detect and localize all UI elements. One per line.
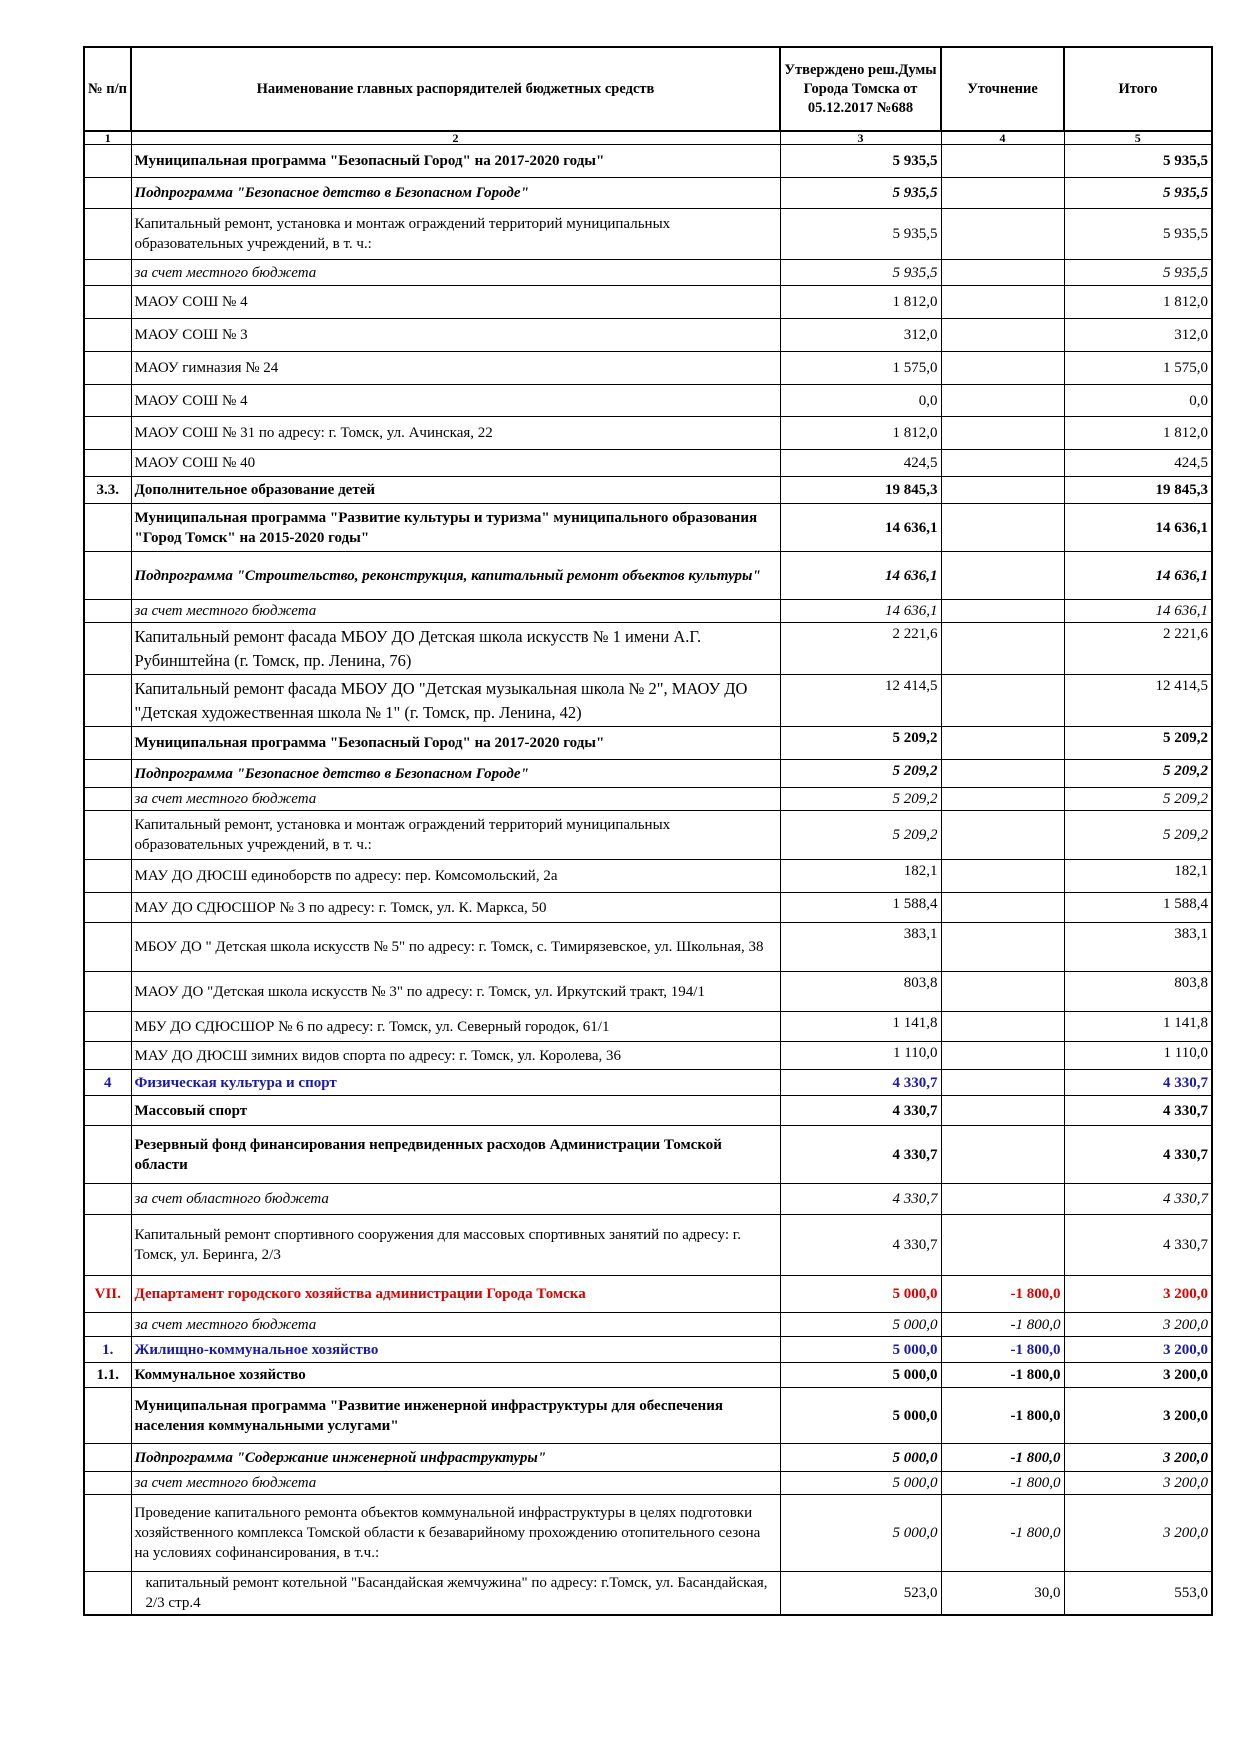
row-number: 4 [84,1070,131,1096]
row-approved: 5 209,2 [780,811,941,860]
row-name: Дополнительное образование детей [131,477,780,504]
row-name: за счет местного бюджета [131,788,780,811]
index-row [84,131,1212,145]
row-number [84,286,131,319]
col-total-header: Итого [1064,47,1212,131]
row-name: Физическая культура и спорт [131,1070,780,1096]
index-cell: 2 [131,131,780,145]
table-row [84,1070,1212,1096]
table-row [84,972,1212,1012]
table-row [84,552,1212,600]
row-number [84,1042,131,1070]
row-clarification [941,552,1064,600]
row-approved: 5 000,0 [780,1472,941,1495]
row-clarification: -1 800,0 [941,1444,1064,1472]
row-approved: 4 330,7 [780,1126,941,1184]
row-total: 14 636,1 [1064,552,1212,600]
row-name: Резервный фонд финансирования непредвиденных расходов Администрации Томской области [131,1126,780,1184]
table-row [84,417,1212,450]
row-approved: 14 636,1 [780,552,941,600]
row-approved: 5 000,0 [780,1444,941,1472]
index-cell: 3 [780,131,941,145]
row-clarification [941,319,1064,352]
row-clarification [941,727,1064,760]
row-clarification: 30,0 [941,1572,1064,1616]
row-clarification [941,286,1064,319]
row-approved: 4 330,7 [780,1215,941,1276]
header-row [84,47,1212,131]
row-approved: 5 000,0 [780,1363,941,1388]
col-clarification-header: Уточнение [941,47,1064,131]
row-total: 3 200,0 [1064,1313,1212,1337]
row-total: 5 935,5 [1064,178,1212,209]
row-clarification [941,972,1064,1012]
row-total: 424,5 [1064,450,1212,477]
row-number [84,675,131,727]
row-clarification: -1 800,0 [941,1388,1064,1444]
row-name: капитальный ремонт котельной "Басандайская жемчужина" по адресу: г.Томск, ул. Басандайская, 2/3 стр.4 [131,1572,780,1616]
index-cell: 4 [941,131,1064,145]
table-row [84,1388,1212,1444]
row-name: Капитальный ремонт фасада МБОУ ДО Детская школа искусств № 1 имени А.Г. Рубинштейна (г. Томск, пр. Ленина, 76) [131,623,780,675]
row-approved: 5 000,0 [780,1388,941,1444]
row-name: МАОУ ДО "Детская школа искусств № 3" по адресу: г. Томск, ул. Иркутский тракт, 194/1 [131,972,780,1012]
row-total: 4 330,7 [1064,1215,1212,1276]
row-total: 4 330,7 [1064,1096,1212,1126]
row-clarification [941,504,1064,552]
row-clarification: -1 800,0 [941,1276,1064,1313]
row-total: 1 575,0 [1064,352,1212,385]
row-total: 19 845,3 [1064,477,1212,504]
row-total: 5 209,2 [1064,811,1212,860]
col-name-header: Наименование главных распорядителей бюджетных средств [131,47,780,131]
row-name: МАОУ гимназия № 24 [131,352,780,385]
index-cell: 1 [84,131,131,145]
row-number [84,1184,131,1215]
row-name: за счет местного бюджета [131,1313,780,1337]
row-clarification: -1 800,0 [941,1495,1064,1572]
row-number [84,893,131,923]
row-approved: 1 812,0 [780,417,941,450]
row-name: за счет местного бюджета [131,600,780,623]
row-clarification [941,1184,1064,1215]
row-name: за счет местного бюджета [131,1472,780,1495]
table-row [84,788,1212,811]
row-number [84,1126,131,1184]
row-clarification [941,209,1064,260]
row-number [84,1313,131,1337]
row-number [84,1388,131,1444]
table-row [84,1472,1212,1495]
row-clarification [941,760,1064,788]
row-name: Подпрограмма "Содержание инженерной инфраструктуры" [131,1444,780,1472]
row-total: 3 200,0 [1064,1388,1212,1444]
row-name: Коммунальное хозяйство [131,1363,780,1388]
row-name: Муниципальная программа "Безопасный Город" на 2017-2020 годы" [131,727,780,760]
table-row [84,1215,1212,1276]
row-total: 5 209,2 [1064,788,1212,811]
row-clarification: -1 800,0 [941,1337,1064,1363]
row-total: 1 812,0 [1064,286,1212,319]
row-approved: 803,8 [780,972,941,1012]
row-clarification [941,178,1064,209]
row-name: МАУ ДО СДЮСШОР № 3 по адресу: г. Томск, ул. К. Маркса, 50 [131,893,780,923]
row-clarification [941,417,1064,450]
row-name: МАОУ СОШ № 31 по адресу: г. Томск, ул. Ачинская, 22 [131,417,780,450]
row-total: 12 414,5 [1064,675,1212,727]
table-row [84,477,1212,504]
row-name: МАОУ СОШ № 3 [131,319,780,352]
row-name: Капитальный ремонт, установка и монтаж ограждений территорий муниципальных образовательных учреждений, в т. ч.: [131,811,780,860]
row-approved: 383,1 [780,923,941,972]
row-total: 4 330,7 [1064,1126,1212,1184]
row-name: Муниципальная программа "Развитие инженерной инфраструктуры для обеспечения населения коммунальными услугами" [131,1388,780,1444]
row-clarification [941,450,1064,477]
row-number [84,352,131,385]
row-approved: 5 935,5 [780,209,941,260]
row-clarification [941,1126,1064,1184]
row-total: 4 330,7 [1064,1184,1212,1215]
row-name: Проведение капитального ремонта объектов коммунальной инфраструктуры в целях подготовки хозяйственного комплекса Томской области к безаварийному прохождению отопительного сезона на условиях софинансирования, в т.ч.: [131,1495,780,1572]
row-approved: 312,0 [780,319,941,352]
row-total: 182,1 [1064,860,1212,893]
row-approved: 182,1 [780,860,941,893]
row-total: 14 636,1 [1064,600,1212,623]
row-name: МБУ ДО СДЮСШОР № 6 по адресу: г. Томск, ул. Северный городок, 61/1 [131,1012,780,1042]
table-row [84,450,1212,477]
row-clarification [941,623,1064,675]
row-approved: 5 000,0 [780,1337,941,1363]
row-number [84,623,131,675]
row-number [84,450,131,477]
row-approved: 5 209,2 [780,788,941,811]
row-total: 1 141,8 [1064,1012,1212,1042]
row-total: 14 636,1 [1064,504,1212,552]
row-clarification [941,1042,1064,1070]
row-clarification [941,1070,1064,1096]
row-approved: 19 845,3 [780,477,941,504]
row-number [84,1215,131,1276]
row-approved: 4 330,7 [780,1184,941,1215]
col-approved-header: Утверждено реш.Думы Города Томска от 05.12.2017 №688 [780,47,941,131]
table-row [84,760,1212,788]
row-total: 3 200,0 [1064,1472,1212,1495]
row-approved: 2 221,6 [780,623,941,675]
row-number [84,972,131,1012]
row-clarification [941,352,1064,385]
table-row [84,1126,1212,1184]
row-approved: 5 209,2 [780,760,941,788]
row-name: МАОУ СОШ № 4 [131,286,780,319]
row-total: 3 200,0 [1064,1276,1212,1313]
table-row [84,1012,1212,1042]
row-name: Капитальный ремонт, установка и монтаж ограждений территорий муниципальных образовательных учреждений, в т. ч.: [131,209,780,260]
row-number [84,727,131,760]
row-total: 3 200,0 [1064,1444,1212,1472]
row-number [84,1495,131,1572]
row-total: 553,0 [1064,1572,1212,1616]
row-name: Департамент городского хозяйства администрации Города Томска [131,1276,780,1313]
row-total: 383,1 [1064,923,1212,972]
row-clarification: -1 800,0 [941,1313,1064,1337]
row-clarification [941,788,1064,811]
row-name: Муниципальная программа "Развитие культуры и туризма" муниципального образования "Город Томск" на 2015-2020 годы" [131,504,780,552]
row-name: МАУ ДО ДЮСШ единоборств по адресу: пер. Комсомольский, 2а [131,860,780,893]
row-approved: 1 588,4 [780,893,941,923]
row-name: за счет местного бюджета [131,260,780,286]
row-total: 5 935,5 [1064,260,1212,286]
row-number [84,260,131,286]
row-approved: 0,0 [780,385,941,417]
row-number [84,1012,131,1042]
row-total: 312,0 [1064,319,1212,352]
row-clarification [941,1215,1064,1276]
row-clarification: -1 800,0 [941,1363,1064,1388]
row-clarification [941,811,1064,860]
row-name: Массовый спорт [131,1096,780,1126]
row-approved: 5 935,5 [780,178,941,209]
row-name: МАУ ДО ДЮСШ зимних видов спорта по адресу: г. Томск, ул. Королева, 36 [131,1042,780,1070]
table-row [84,623,1212,675]
row-clarification [941,600,1064,623]
row-number [84,1096,131,1126]
row-clarification [941,675,1064,727]
table-row [84,319,1212,352]
row-approved: 1 110,0 [780,1042,941,1070]
table-row [84,385,1212,417]
row-total: 0,0 [1064,385,1212,417]
row-total: 5 935,5 [1064,145,1212,178]
row-name: Подпрограмма "Безопасное детство в Безопасном Городе" [131,178,780,209]
table-row [84,178,1212,209]
row-number [84,1444,131,1472]
row-number: 1. [84,1337,131,1363]
table-row [84,1444,1212,1472]
table-row [84,811,1212,860]
row-name: МБОУ ДО " Детская школа искусств № 5" по адресу: г. Томск, с. Тимирязевское, ул. Школьная, 38 [131,923,780,972]
table-row [84,260,1212,286]
row-number [84,811,131,860]
row-name: Подпрограмма "Безопасное детство в Безопасном Городе" [131,760,780,788]
row-total: 5 209,2 [1064,760,1212,788]
row-approved: 5 000,0 [780,1276,941,1313]
row-clarification [941,923,1064,972]
col-num-header: № п/п [84,47,131,131]
row-total: 3 200,0 [1064,1495,1212,1572]
row-number [84,923,131,972]
row-total: 3 200,0 [1064,1337,1212,1363]
row-number [84,1472,131,1495]
table-row [84,1363,1212,1388]
row-total: 1 110,0 [1064,1042,1212,1070]
row-approved: 4 330,7 [780,1096,941,1126]
row-number [84,600,131,623]
table-row [84,727,1212,760]
row-number [84,145,131,178]
row-total: 5 209,2 [1064,727,1212,760]
row-number [84,860,131,893]
row-name: за счет областного бюджета [131,1184,780,1215]
row-approved: 523,0 [780,1572,941,1616]
table-row [84,1184,1212,1215]
row-name: Капитальный ремонт спортивного сооружения для массовых спортивных занятий по адресу: г. Томск, ул. Беринга, 2/3 [131,1215,780,1276]
table-row [84,1042,1212,1070]
row-approved: 5 935,5 [780,260,941,286]
row-approved: 4 330,7 [780,1070,941,1096]
table-row [84,1276,1212,1313]
row-approved: 1 141,8 [780,1012,941,1042]
table-row [84,1572,1212,1616]
row-approved: 5 000,0 [780,1313,941,1337]
row-total: 5 935,5 [1064,209,1212,260]
row-clarification [941,1096,1064,1126]
row-clarification [941,145,1064,178]
table-row [84,600,1212,623]
row-number: 1.1. [84,1363,131,1388]
table-row [84,1313,1212,1337]
row-approved: 424,5 [780,450,941,477]
row-name: Муниципальная программа "Безопасный Город" на 2017-2020 годы" [131,145,780,178]
row-name: МАОУ СОШ № 40 [131,450,780,477]
row-total: 2 221,6 [1064,623,1212,675]
row-name: МАОУ СОШ № 4 [131,385,780,417]
row-number [84,760,131,788]
row-name: Подпрограмма "Строительство, реконструкция, капитальный ремонт объектов культуры" [131,552,780,600]
row-number [84,552,131,600]
row-clarification [941,893,1064,923]
table-row [84,1096,1212,1126]
table-row [84,675,1212,727]
table-row [84,1495,1212,1572]
row-number [84,788,131,811]
row-number: VII. [84,1276,131,1313]
row-name: Капитальный ремонт фасада МБОУ ДО "Детская музыкальная школа № 2", МАОУ ДО "Детская художественная школа № 1" (г. Томск, пр. Ленина, 42) [131,675,780,727]
index-cell: 5 [1064,131,1212,145]
table-row [84,893,1212,923]
row-total: 3 200,0 [1064,1363,1212,1388]
row-approved: 14 636,1 [780,504,941,552]
row-total: 4 330,7 [1064,1070,1212,1096]
row-clarification [941,1012,1064,1042]
row-approved: 1 575,0 [780,352,941,385]
row-clarification [941,860,1064,893]
row-number [84,504,131,552]
row-number [84,319,131,352]
row-number [84,178,131,209]
row-clarification [941,385,1064,417]
row-approved: 14 636,1 [780,600,941,623]
table-row [84,209,1212,260]
row-clarification: -1 800,0 [941,1472,1064,1495]
row-clarification [941,477,1064,504]
row-approved: 5 935,5 [780,145,941,178]
row-total: 1 812,0 [1064,417,1212,450]
table-row [84,504,1212,552]
row-number [84,1572,131,1616]
table-row [84,145,1212,178]
row-approved: 5 000,0 [780,1495,941,1572]
row-approved: 5 209,2 [780,727,941,760]
row-number [84,417,131,450]
row-number: 3.3. [84,477,131,504]
row-approved: 1 812,0 [780,286,941,319]
table-row [84,1337,1212,1363]
row-clarification [941,260,1064,286]
table-row [84,923,1212,972]
table-row [84,352,1212,385]
row-total: 1 588,4 [1064,893,1212,923]
row-number [84,385,131,417]
budget-table [83,46,1213,1616]
row-number [84,209,131,260]
row-name: Жилищно-коммунальное хозяйство [131,1337,780,1363]
row-approved: 12 414,5 [780,675,941,727]
row-total: 803,8 [1064,972,1212,1012]
table-row [84,860,1212,893]
table-row [84,286,1212,319]
